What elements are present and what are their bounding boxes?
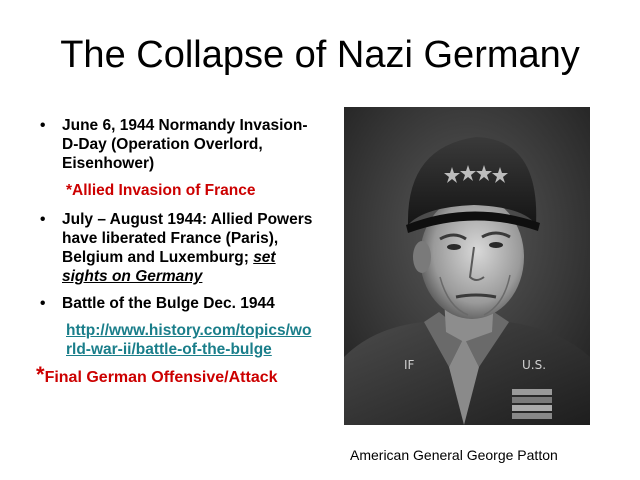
patton-photo <box>344 107 590 425</box>
link-wrapper <box>40 321 316 359</box>
bullet-dot: • <box>40 117 46 134</box>
svg-text:IF: IF <box>404 358 415 372</box>
svg-text:U.S.: U.S. <box>522 358 547 372</box>
bullet-dot: • <box>40 211 46 228</box>
history-link[interactable]: http://www.history.com/topics/world-war-ii/battle-of-the-bulge <box>66 322 312 358</box>
bullet-dot: • <box>40 295 46 312</box>
photo-caption: American General George Patton <box>350 447 558 463</box>
slide-title: The Collapse of Nazi Germany <box>60 34 580 76</box>
final-offensive-note <box>36 362 320 387</box>
bullet-text-underlined: set sights on Germany <box>62 249 276 285</box>
bullet-text: June 6, 1944 Normandy Invasion- D-Day (Operation Overlord, Eisenhower) <box>62 117 308 172</box>
portrait-illustration <box>344 107 590 425</box>
red-note-allied-invasion: *Allied Invasion of France <box>66 182 256 199</box>
final-note-text: Final German Offensive/Attack <box>44 369 278 386</box>
bullet-text: Battle of the Bulge Dec. 1944 <box>62 295 275 312</box>
bullet-item-bulge <box>40 294 320 313</box>
bullet-item-liberation <box>40 210 320 286</box>
bullet-item-dday <box>40 116 320 173</box>
bullet-text: July – August 1944: Allied Powers have liberated France (Paris), Belgium and Luxemburg; <box>62 211 313 266</box>
bullet-list <box>36 116 320 387</box>
asterisk: * <box>36 362 45 387</box>
